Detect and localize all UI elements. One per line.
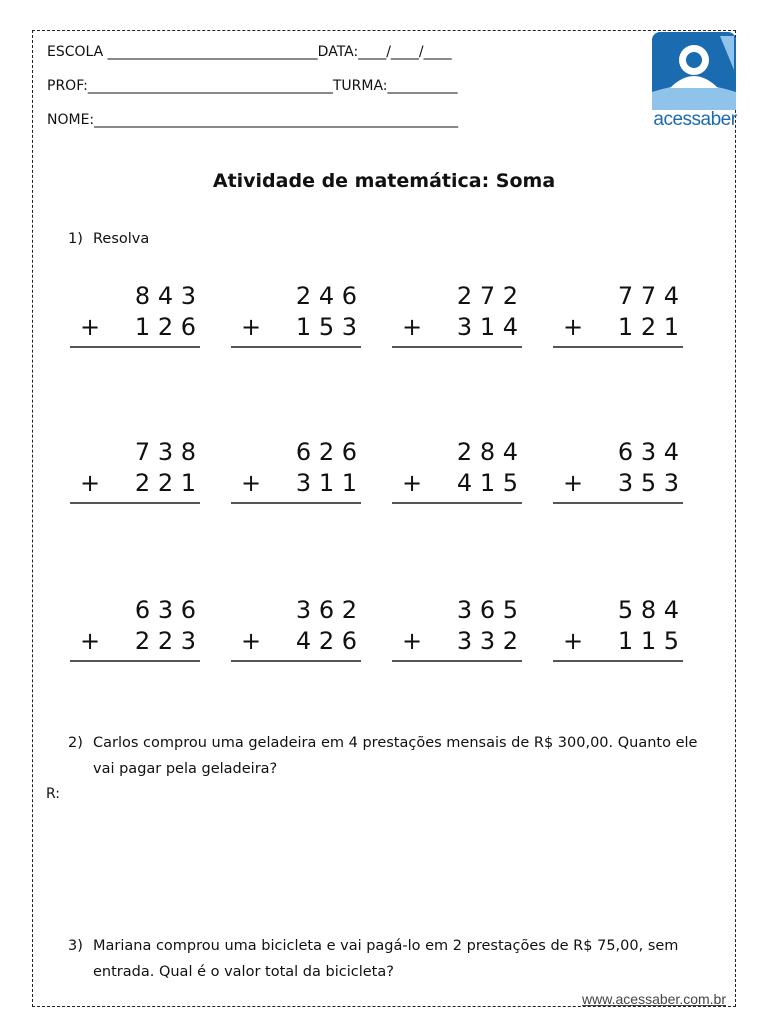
question-number: 3) — [68, 938, 83, 954]
addend-bottom: 4 2 6 — [295, 627, 357, 655]
question-text: Mariana comprou uma bicicleta e vai pagá-lo em 2 prestações de R$ 75,00, sem entrada. Qual é o valor total da bicicleta? — [93, 938, 679, 980]
addend-bottom: 3 1 4 — [456, 313, 518, 341]
addend-top: 6 2 6 — [295, 438, 357, 466]
addend-top: 7 7 4 — [617, 282, 679, 310]
addend-bottom: 1 5 3 — [295, 313, 357, 341]
plus-sign: + — [402, 313, 423, 341]
sum-line — [231, 502, 361, 504]
question-text: Carlos comprou uma geladeira em 4 prestações mensais de R$ 300,00. Quanto ele vai pagar pela geladeira? — [93, 735, 698, 777]
plus-sign: + — [402, 627, 423, 655]
addend-bottom: 1 1 5 — [617, 627, 679, 655]
addend-top: 6 3 4 — [617, 438, 679, 466]
addition-problem — [553, 596, 683, 658]
addend-top: 8 4 3 — [134, 282, 196, 310]
addend-top: 3 6 5 — [456, 596, 518, 624]
footer-url[interactable]: www.acessaber.com.br — [582, 991, 726, 1007]
question-text: Resolva — [93, 231, 150, 247]
plus-sign: + — [563, 469, 584, 497]
addition-problem — [70, 282, 200, 344]
sum-line — [70, 346, 200, 348]
addend-top: 3 6 2 — [295, 596, 357, 624]
addend-top: 5 8 4 — [617, 596, 679, 624]
sum-line — [553, 660, 683, 662]
sum-line — [392, 502, 522, 504]
sum-line — [231, 660, 361, 662]
teacher-class-line: PROF:___________________________________TURMA:__________ — [47, 78, 458, 94]
sum-line — [70, 660, 200, 662]
addition-problem — [231, 282, 361, 344]
addend-bottom: 4 1 5 — [456, 469, 518, 497]
logo-caption: acessaber — [653, 109, 737, 130]
sum-line — [553, 346, 683, 348]
plus-sign: + — [241, 627, 262, 655]
plus-sign: + — [80, 469, 101, 497]
question-number: 1) — [68, 231, 83, 247]
addition-problem — [70, 596, 200, 658]
page-title: Atividade de matemática: Soma — [212, 170, 556, 192]
logo-icon — [650, 30, 738, 112]
addition-problem — [231, 438, 361, 500]
plus-sign: + — [402, 469, 423, 497]
plus-sign: + — [241, 313, 262, 341]
question-number: 2) — [68, 735, 83, 751]
addition-problem — [70, 438, 200, 500]
addition-problem — [392, 282, 522, 344]
addend-bottom: 2 2 3 — [134, 627, 196, 655]
addition-problem — [231, 596, 361, 658]
plus-sign: + — [80, 313, 101, 341]
plus-sign: + — [241, 469, 262, 497]
addend-bottom: 1 2 6 — [134, 313, 196, 341]
sum-line — [553, 502, 683, 504]
school-date-line: ESCOLA ______________________________DATA:____/____/____ — [47, 44, 452, 60]
addend-bottom: 3 3 2 — [456, 627, 518, 655]
sum-line — [392, 346, 522, 348]
acessaber-logo — [650, 30, 738, 134]
addend-bottom: 2 2 1 — [134, 469, 196, 497]
addend-bottom: 3 5 3 — [617, 469, 679, 497]
answer-label: R: — [46, 786, 61, 802]
addend-top: 2 8 4 — [456, 438, 518, 466]
addition-problem — [553, 438, 683, 500]
name-line: NOME:____________________________________________________ — [47, 112, 459, 128]
sum-line — [70, 502, 200, 504]
plus-sign: + — [563, 627, 584, 655]
addend-bottom: 3 1 1 — [295, 469, 357, 497]
addend-bottom: 1 2 1 — [617, 313, 679, 341]
addition-problem — [553, 282, 683, 344]
plus-sign: + — [80, 627, 101, 655]
addend-top: 2 7 2 — [456, 282, 518, 310]
addend-top: 2 4 6 — [295, 282, 357, 310]
addend-top: 6 3 6 — [134, 596, 196, 624]
plus-sign: + — [563, 313, 584, 341]
addition-problem — [392, 438, 522, 500]
addition-problem — [392, 596, 522, 658]
sum-line — [231, 346, 361, 348]
sum-line — [392, 660, 522, 662]
addend-top: 7 3 8 — [134, 438, 196, 466]
